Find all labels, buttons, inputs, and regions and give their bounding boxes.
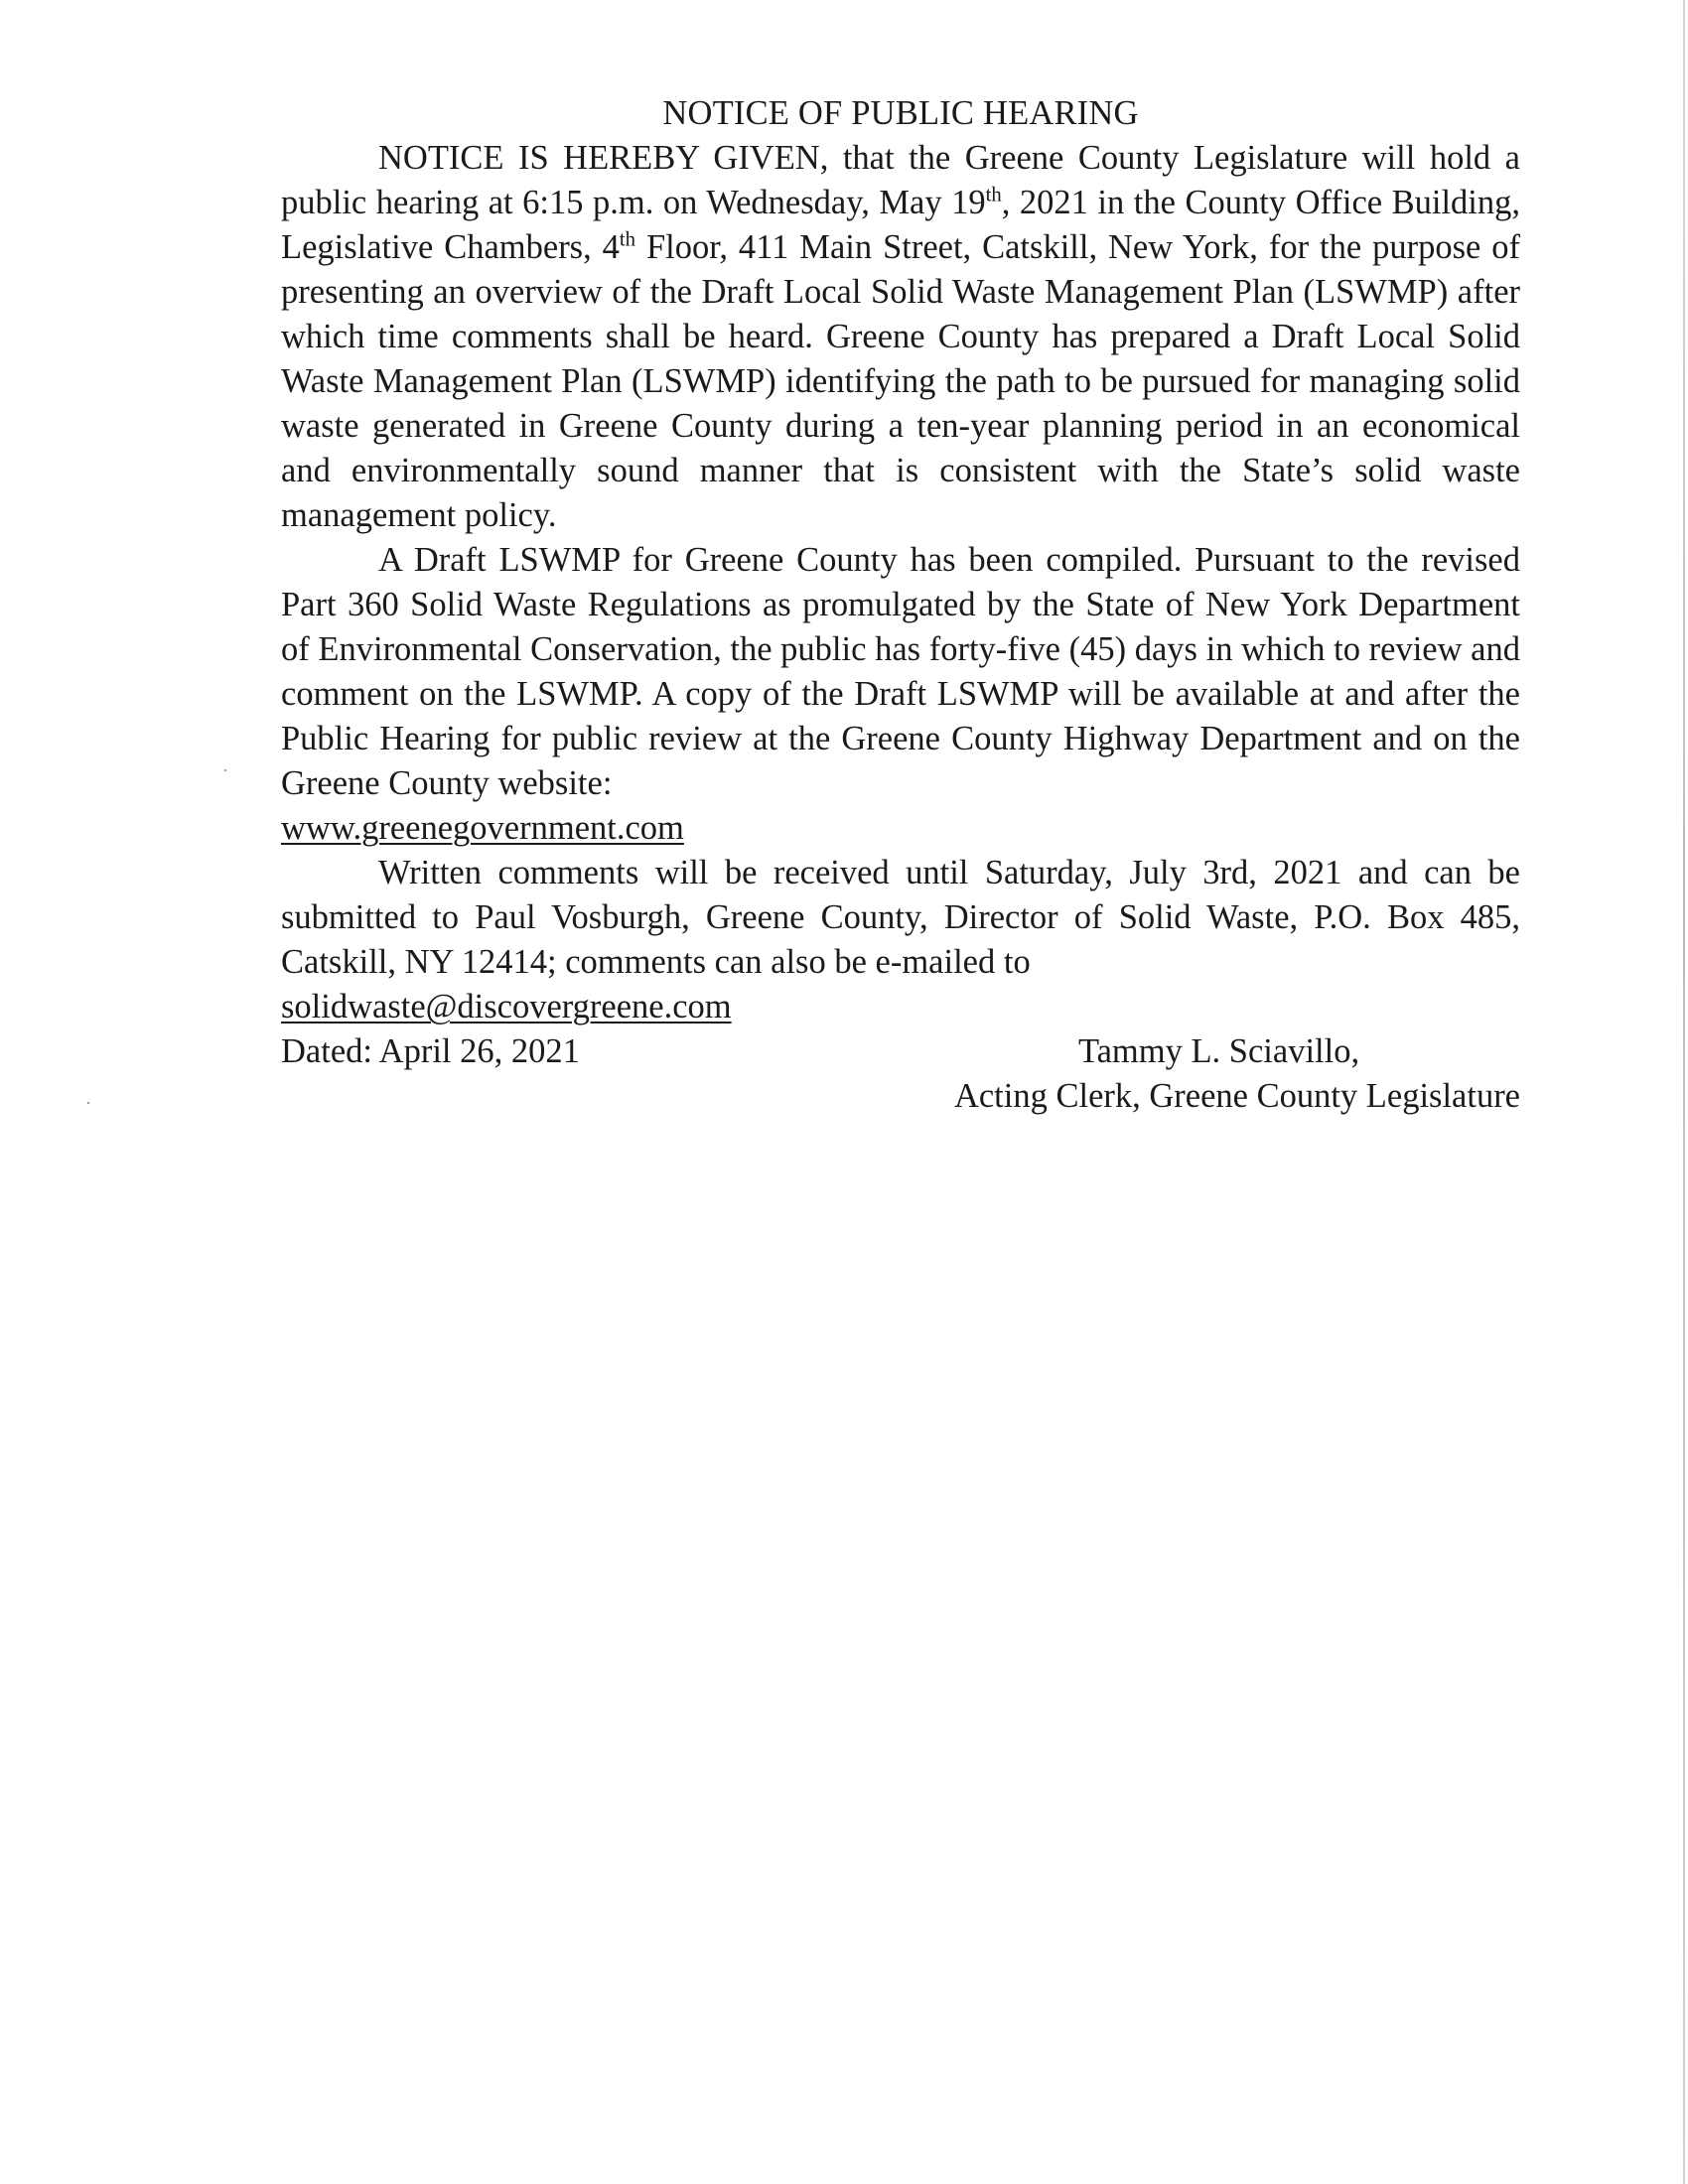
scan-edge xyxy=(1683,0,1685,2184)
p2-text: A Draft LSWMP for Greene County has been compiled. Pursuant to the revised Part 360 Solid Waste Regulations as promulgated by the State of New York Department of Environmental Conservation, the public has forty-five (45) days in which to review and comment on the LSWMP. A copy of the Draft LSWMP will be available at and after the Public Hearing for public review at the Greene County Highway Department and on the Greene County website: xyxy=(281,541,1520,802)
scan-speck xyxy=(224,769,226,771)
p1-text-a: NOTICE IS HEREBY GIVEN, that the Greene County Legislature will hold a public hearing at 6:15 p.m. on Wednesday, May 19 xyxy=(281,139,1520,221)
signature-block xyxy=(954,1029,1520,1119)
notice-title: NOTICE OF PUBLIC HEARING xyxy=(662,94,1139,132)
ordinal-suffix: th xyxy=(619,228,636,251)
signer-name: Tammy L. Sciavillo, xyxy=(1077,1032,1360,1070)
website-link[interactable]: www.greenegovernment.com xyxy=(281,809,684,847)
signature-row xyxy=(281,1029,1520,1119)
p3-text: Written comments will be received until Saturday, July 3rd, 2021 and can be submitted to Paul Vosburgh, Greene County, Director of Solid Waste, P.O. Box 485, Catskill, NY 12414; comments can also be e-mailed to xyxy=(281,854,1520,981)
paragraph-draft-availability xyxy=(281,538,1520,851)
public-hearing-notice xyxy=(281,91,1520,1119)
ordinal-suffix: th xyxy=(985,184,1002,206)
dated-line: Dated: April 26, 2021 xyxy=(281,1032,580,1070)
p1-text-b: , 2021 in the County Office Building, Legislative Chambers, 4 xyxy=(281,184,1521,266)
scan-speck xyxy=(87,1102,89,1104)
paragraph-written-comments xyxy=(281,851,1520,1029)
p1-text-c: Floor, 411 Main Street, Catskill, New York, for the purpose of presenting an overview of the Draft Local Solid Waste Management Plan (LSWMP) after which time comments shall be heard. Greene County has prepared a Draft Local Solid Waste Management Plan (LSWMP) identifying the path to be pursued for managing solid waste generated in Greene County during a ten-year planning period in an economical and environmentally sound manner that is consistent with the State’s solid waste management policy. xyxy=(281,228,1520,534)
email-link[interactable]: solidwaste@discovergreene.com xyxy=(281,988,732,1025)
signer-title: Acting Clerk, Greene County Legislature xyxy=(953,1077,1520,1115)
paragraph-hearing-details xyxy=(281,136,1520,538)
